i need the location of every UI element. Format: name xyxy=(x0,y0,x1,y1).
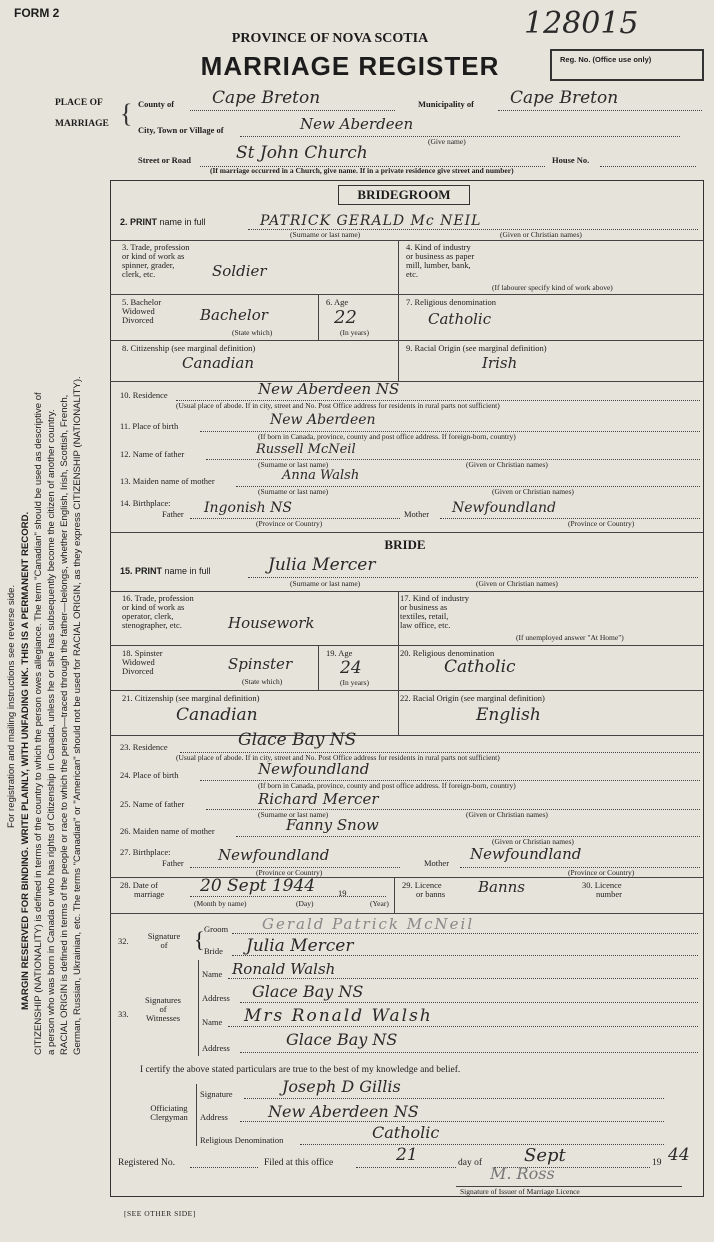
groom-grid-row4 xyxy=(110,381,703,382)
bride-status-value[interactable]: Spinster xyxy=(228,655,293,673)
bride-industry-label-2: or business as xyxy=(400,601,448,612)
groom-residence-caption: (Usual place of abode. If in city, street and No. Post Office address for residents in rural parts not sufficient) xyxy=(176,401,500,410)
groom-status-widowed: Widowed xyxy=(122,305,155,316)
groom-father-birth-value[interactable]: Ingonish NS xyxy=(204,500,292,516)
bride-racial-label: 22. Racial Origin (see marginal definition) xyxy=(400,693,545,703)
marriage-day-caption: (Day) xyxy=(296,899,314,908)
issuer-signature[interactable]: M. Ross xyxy=(490,1164,555,1183)
margin-racial-1: RACIAL ORIGIN is defined in terms of the people or race to which the person—traced through the father—belongs, whether English, Irish, Scottish, French, xyxy=(59,394,70,1055)
bride-status-spinster: 18. Spinster xyxy=(122,648,163,658)
groom-mother-province-caption: (Province or Country) xyxy=(568,519,635,528)
groom-industry-label-3: mill, lumber, bank, xyxy=(406,259,471,270)
clergy-address[interactable]: New Aberdeen NS xyxy=(268,1102,419,1121)
bride-grid-row3 xyxy=(110,690,703,691)
groom-grid-row3 xyxy=(110,340,703,341)
groom-mother-surname-caption: (Surname or last name) xyxy=(258,487,329,496)
signature-of-label-1: Signature xyxy=(147,931,181,941)
signature-of-label-2: of xyxy=(160,939,168,950)
bride-residence-value[interactable]: Glace Bay NS xyxy=(238,730,357,750)
groom-trade-value[interactable]: Soldier xyxy=(212,262,267,280)
bride-parents-birthplace-label: 27. Birthplace: xyxy=(120,847,171,857)
clergy-address-label: Address xyxy=(200,1112,228,1122)
form-frame xyxy=(110,180,704,1197)
bride-mother-word: Mother xyxy=(424,858,450,868)
licence-label-2: or banns xyxy=(416,888,446,899)
house-no-label: House No. xyxy=(552,155,590,165)
witness-number: 33. xyxy=(118,1009,129,1019)
groom-birthplace-label: 11. Place of birth xyxy=(120,421,179,431)
registered-no-line xyxy=(190,1167,258,1168)
groom-age-value[interactable]: 22 xyxy=(334,307,357,328)
groom-signature-line xyxy=(232,933,698,934)
bride-print-suffix: name in full xyxy=(164,566,211,576)
bride-section-rule xyxy=(110,532,703,533)
bride-industry-label-1: 17. Kind of industry xyxy=(400,593,469,603)
witness1-address[interactable]: Glace Bay NS xyxy=(252,982,364,1001)
groom-mother-birth-value[interactable]: Newfoundland xyxy=(452,500,556,516)
witness-label-2: of xyxy=(159,1003,167,1014)
margin-binding-note: MARGIN RESERVED FOR BINDING. WRITE PLAINLY, WITH UNFADING INK. THIS IS A PERMANENT RECORD. xyxy=(20,511,31,1010)
day-of-label: day of xyxy=(458,1158,483,1168)
clergy-bracket xyxy=(196,1084,197,1146)
margin-citizenship-1: CITIZENSHIP (NATIONALITY) is defined in terms of the country to which the person owes allegiance. The term "Canadian" should be used as descriptive of xyxy=(33,392,44,1055)
groom-residence-value[interactable]: New Aberdeen NS xyxy=(258,380,400,398)
licence-value[interactable]: Banns xyxy=(478,878,525,896)
bride-mother-label: 26. Maiden name of mother xyxy=(120,826,215,836)
groom-father-label: 12. Name of father xyxy=(120,449,185,459)
groom-status-value[interactable]: Bachelor xyxy=(200,306,268,324)
bride-residence-label: 23. Residence xyxy=(120,742,168,752)
marriage-year-caption: (Year) xyxy=(370,899,389,908)
bride-signature[interactable]: Julia Mercer xyxy=(246,936,354,956)
groom-parents-birthplace-label: 14. Birthplace: xyxy=(120,498,171,508)
witness2-address-line xyxy=(240,1052,698,1053)
bride-birthplace-value[interactable]: Newfoundland xyxy=(258,760,370,778)
bride-citizenship-label: 21. Citizenship (see marginal definition) xyxy=(122,693,260,703)
clergy-signature-line xyxy=(244,1098,664,1099)
bride-trade-label-4: stenographer, etc. xyxy=(122,619,182,630)
bride-given-caption: (Given or Christian names) xyxy=(476,579,558,588)
filed-year-prefix: 19 xyxy=(652,1158,662,1168)
groom-print-suffix: name in full xyxy=(159,217,206,227)
witness2-address[interactable]: Glace Bay NS xyxy=(286,1030,398,1049)
groom-trade-label-3: spinner, grader, xyxy=(122,259,175,270)
reg-no-box xyxy=(550,49,704,81)
bride-trade-label-1: 16. Trade, profession xyxy=(122,593,194,603)
date-row-top xyxy=(110,877,703,878)
filed-day-line xyxy=(356,1167,456,1168)
groom-racial-value[interactable]: Irish xyxy=(482,354,518,372)
groom-print-number: 2. PRINT xyxy=(120,217,158,227)
bride-surname-caption: (Surname or last name) xyxy=(290,579,361,588)
bride-father-word: Father xyxy=(162,858,184,868)
witness1-name[interactable]: Ronald Walsh xyxy=(232,960,336,978)
bride-print-number: 15. PRINT xyxy=(120,566,163,576)
street-label: Street or Road xyxy=(138,155,192,165)
groom-religion-label: 7. Religious denomination xyxy=(406,297,496,307)
licence-number-label-2: number xyxy=(596,888,622,899)
date-row-bottom xyxy=(110,913,703,914)
page-title: MARRIAGE REGISTER xyxy=(200,51,500,81)
marriage-date-label-2: marriage xyxy=(134,888,165,899)
groom-status-divorced: Divorced xyxy=(122,314,154,325)
groom-racial-label: 9. Racial Origin (see marginal definition) xyxy=(406,343,547,353)
street-value[interactable]: St John Church xyxy=(236,143,368,163)
licence-number-label xyxy=(582,881,622,899)
clergy-denomination-label: Religious Denomination xyxy=(200,1135,284,1145)
groom-signature[interactable]: Gerald Patrick McNeil xyxy=(262,915,475,933)
groom-grid-row2 xyxy=(110,294,703,295)
bride-industry-label-3: textiles, retail, xyxy=(400,610,449,621)
witness1-address-line xyxy=(240,1002,698,1003)
marriage-year-prefix: 19 xyxy=(338,888,347,898)
groom-heading: BRIDEGROOM xyxy=(357,187,451,202)
clergy-address-line xyxy=(240,1121,664,1122)
bride-industry-caption: (If unemployed answer "At Home") xyxy=(516,633,624,642)
groom-mother-word: Mother xyxy=(404,509,430,519)
bride-status-divorced: Divorced xyxy=(122,665,154,676)
groom-father-given-caption: (Given or Christian names) xyxy=(466,460,548,469)
groom-father-value[interactable]: Russell McNeil xyxy=(256,442,356,457)
groom-industry-caption: (If labourer specify kind of work above) xyxy=(492,283,613,292)
witness1-name-label: Name xyxy=(202,969,223,979)
bride-trade-label xyxy=(122,594,194,630)
groom-residence-label: 10. Residence xyxy=(120,390,168,400)
bride-grid-divider xyxy=(398,591,399,735)
clergy-denomination[interactable]: Catholic xyxy=(372,1123,440,1142)
province-heading: PROVINCE OF NOVA SCOTIA xyxy=(231,31,429,46)
groom-trade-label xyxy=(122,243,190,279)
bride-grid-row4 xyxy=(110,735,703,736)
municipality-value[interactable]: Cape Breton xyxy=(510,88,619,108)
bride-birthplace-label: 24. Place of birth xyxy=(120,770,179,780)
witness-block-label xyxy=(130,996,196,1023)
bride-status-widowed: Widowed xyxy=(122,656,155,667)
bride-mother-birth-value[interactable]: Newfoundland xyxy=(470,845,582,863)
bride-mother-line xyxy=(236,836,700,837)
bride-residence-caption: (Usual place of abode. If in city, street and No. Post Office address for residents in rural parts not sufficient) xyxy=(176,753,500,762)
groom-mother-value[interactable]: Anna Walsh xyxy=(282,468,360,483)
registered-no-label: Registered No. xyxy=(118,1158,175,1168)
filed-year[interactable]: 44 xyxy=(668,1145,690,1165)
municipality-label: Municipality of xyxy=(418,99,474,109)
signature-number: 32. xyxy=(118,936,129,946)
bride-religion-value[interactable]: Catholic xyxy=(444,657,516,677)
licence-label-1: 29. Licence xyxy=(402,880,442,890)
groom-industry-label-4: etc. xyxy=(406,268,419,279)
witness-label-1: Signatures xyxy=(145,995,181,1005)
groom-heading-box xyxy=(338,185,470,205)
county-line xyxy=(190,110,395,111)
clergy-label-2: Clergyman xyxy=(150,1111,188,1122)
groom-father-word: Father xyxy=(162,509,184,519)
bride-state-which: (State which) xyxy=(242,677,283,686)
city-value[interactable]: New Aberdeen xyxy=(300,115,414,133)
margin-racial-2: German, Russian, Ukrainian, etc. The terms "Canadian" or "American" should not be used for RACIAL ORIGIN, as they express CITIZENSHIP (NATIONALITY). xyxy=(72,376,83,1055)
groom-in-years: (In years) xyxy=(340,328,369,337)
bride-birthplace-caption: (If born in Canada, province, county and post office address. If foreign-born, country) xyxy=(258,781,516,790)
bride-name-value[interactable]: Julia Mercer xyxy=(268,555,376,575)
bride-industry-label xyxy=(400,594,469,630)
clergy-signature-label: Signature xyxy=(200,1089,233,1099)
witness2-name-label: Name xyxy=(202,1017,223,1027)
bride-trade-value[interactable]: Housework xyxy=(228,614,315,632)
clergy-label-1: Officiating xyxy=(150,1103,188,1113)
bride-status-label xyxy=(122,649,163,676)
groom-trade-label-1: 3. Trade, profession xyxy=(122,242,190,252)
bride-trade-label-2: or kind of work as xyxy=(122,601,185,612)
witness1-address-label: Address xyxy=(202,993,230,1003)
marriage-date-line xyxy=(190,896,386,897)
clergy-denomination-line xyxy=(300,1144,664,1145)
groom-trade-label-2: or kind of work as xyxy=(122,250,185,261)
groom-birthplace-caption: (If born in Canada, province, county and post office address. If foreign-born, country) xyxy=(258,432,516,441)
witness2-name-line xyxy=(228,1026,698,1027)
bride-age-value[interactable]: 24 xyxy=(340,658,362,678)
licence-number-label-1: 30. Licence xyxy=(582,880,622,890)
licence-label xyxy=(402,881,445,899)
groom-industry-label-2: or business as paper xyxy=(406,250,475,261)
give-name-caption: (Give name) xyxy=(428,137,466,146)
marriage-label: MARRIAGE xyxy=(55,119,109,129)
place-brace: { xyxy=(120,99,133,128)
groom-name-value[interactable]: PATRICK GERALD Mc NEIL xyxy=(260,213,482,229)
bride-in-years: (In years) xyxy=(340,678,369,687)
bride-name-line xyxy=(248,577,698,578)
groom-status-label xyxy=(122,298,161,325)
groom-birthplace-value[interactable]: New Aberdeen xyxy=(270,412,376,428)
register-number-stamp: 128015 xyxy=(524,6,639,41)
groom-religion-value[interactable]: Catholic xyxy=(428,310,492,328)
witness2-name[interactable]: Mrs Ronald Walsh xyxy=(244,1006,433,1026)
witness2-address-label: Address xyxy=(202,1043,230,1053)
bride-mother-value[interactable]: Fanny Snow xyxy=(286,816,379,834)
bride-grid-row2 xyxy=(110,645,703,646)
groom-citizenship-value[interactable]: Canadian xyxy=(182,354,255,372)
date-row-divider xyxy=(394,877,395,913)
groom-surname-caption: (Surname or last name) xyxy=(290,230,361,239)
church-note: (If marriage occurred in a Church, give name. If in a private residence give street and number) xyxy=(210,166,514,175)
bride-father-birth-value[interactable]: Newfoundland xyxy=(218,846,330,864)
bride-signature-label: Bride xyxy=(204,946,223,956)
witness-label-3: Witnesses xyxy=(145,1012,181,1023)
signature-of-label xyxy=(134,932,194,950)
groom-age-label: 6. Age xyxy=(326,297,349,307)
marriage-date-label xyxy=(120,881,164,899)
city-label: City, Town or Village of xyxy=(138,125,224,135)
groom-status-bachelor: 5. Bachelor xyxy=(122,297,162,307)
bride-age-divider xyxy=(318,645,319,690)
bride-racial-value[interactable]: English xyxy=(476,705,541,725)
marriage-month-caption: (Month by name) xyxy=(194,899,247,908)
marriage-date-value[interactable]: 20 Sept 1944 xyxy=(200,876,316,896)
groom-given-caption: (Given or Christian names) xyxy=(500,230,582,239)
groom-father-province-caption: (Province or Country) xyxy=(256,519,323,528)
margin-instructions: For registration and mailing instructions see reverse side. xyxy=(6,584,17,828)
issuer-caption: Signature of Issuer of Marriage Licence xyxy=(460,1187,580,1196)
municipality-line xyxy=(498,110,702,111)
clergy-block-label xyxy=(134,1104,204,1122)
groom-trade-label-4: clerk, etc. xyxy=(122,268,156,279)
bride-father-surname-caption: (Surname or last name) xyxy=(258,810,329,819)
bride-grid-top xyxy=(110,591,703,592)
certification-text: I certify the above stated particulars are true to the best of my knowledge and belief. xyxy=(140,1065,461,1075)
county-label: County of xyxy=(138,99,175,109)
bride-religion-label: 20. Religious denomination xyxy=(400,648,495,658)
signature-brace: { xyxy=(194,927,205,952)
bride-mother-given-caption: (Given or Christian names) xyxy=(492,837,574,846)
margin-citizenship-2: a person who was born in Canada or who has rights of Citizenship in Canada, unless he or she has subsequently become the citizen of another country. xyxy=(46,409,57,1055)
groom-citizenship-label: 8. Citizenship (see marginal definition) xyxy=(122,343,256,353)
see-other-side: [SEE OTHER SIDE] xyxy=(124,1209,196,1218)
clergy-signature[interactable]: Joseph D Gillis xyxy=(282,1077,401,1096)
house-no-line xyxy=(600,166,696,167)
filed-label: Filed at this office xyxy=(264,1158,334,1168)
marriage-date-label-1: 28. Date of xyxy=(120,880,159,890)
bride-citizenship-value[interactable]: Canadian xyxy=(176,705,258,725)
bride-heading: BRIDE xyxy=(384,537,426,552)
bride-print-label xyxy=(120,567,211,576)
groom-industry-label xyxy=(406,243,474,279)
groom-age-divider xyxy=(318,294,319,340)
bride-father-value[interactable]: Richard Mercer xyxy=(258,790,379,808)
groom-industry-label-1: 4. Kind of industry xyxy=(406,242,471,252)
groom-mother-label: 13. Maiden name of mother xyxy=(120,476,215,486)
bride-father-given-caption: (Given or Christian names) xyxy=(466,810,548,819)
county-value[interactable]: Cape Breton xyxy=(212,88,321,108)
groom-grid-top xyxy=(110,240,703,241)
groom-grid-divider xyxy=(398,240,399,381)
groom-mother-given-caption: (Given or Christian names) xyxy=(492,487,574,496)
witness1-name-line xyxy=(228,978,698,979)
bride-age-label: 19. Age xyxy=(326,648,353,658)
form-number: FORM 2 xyxy=(14,6,60,20)
bride-father-province-caption: (Province or Country) xyxy=(256,868,323,877)
groom-state-which: (State which) xyxy=(232,328,273,337)
bride-mother-province-caption: (Province or Country) xyxy=(568,868,635,877)
groom-print-label xyxy=(120,218,206,227)
filed-day[interactable]: 21 xyxy=(396,1145,418,1165)
reg-no-label: Reg. No. (Office use only) xyxy=(560,55,652,64)
groom-father-surname-caption: (Surname or last name) xyxy=(258,460,329,469)
bride-industry-label-4: law office, etc. xyxy=(400,619,451,630)
witness-bracket xyxy=(198,960,199,1056)
place-of-label: PLACE OF xyxy=(55,98,103,108)
bride-trade-label-3: operator, clerk, xyxy=(122,610,174,621)
filed-month[interactable]: Sept xyxy=(524,1145,566,1166)
groom-signature-label: Groom xyxy=(204,924,229,934)
bride-father-label: 25. Name of father xyxy=(120,799,185,809)
